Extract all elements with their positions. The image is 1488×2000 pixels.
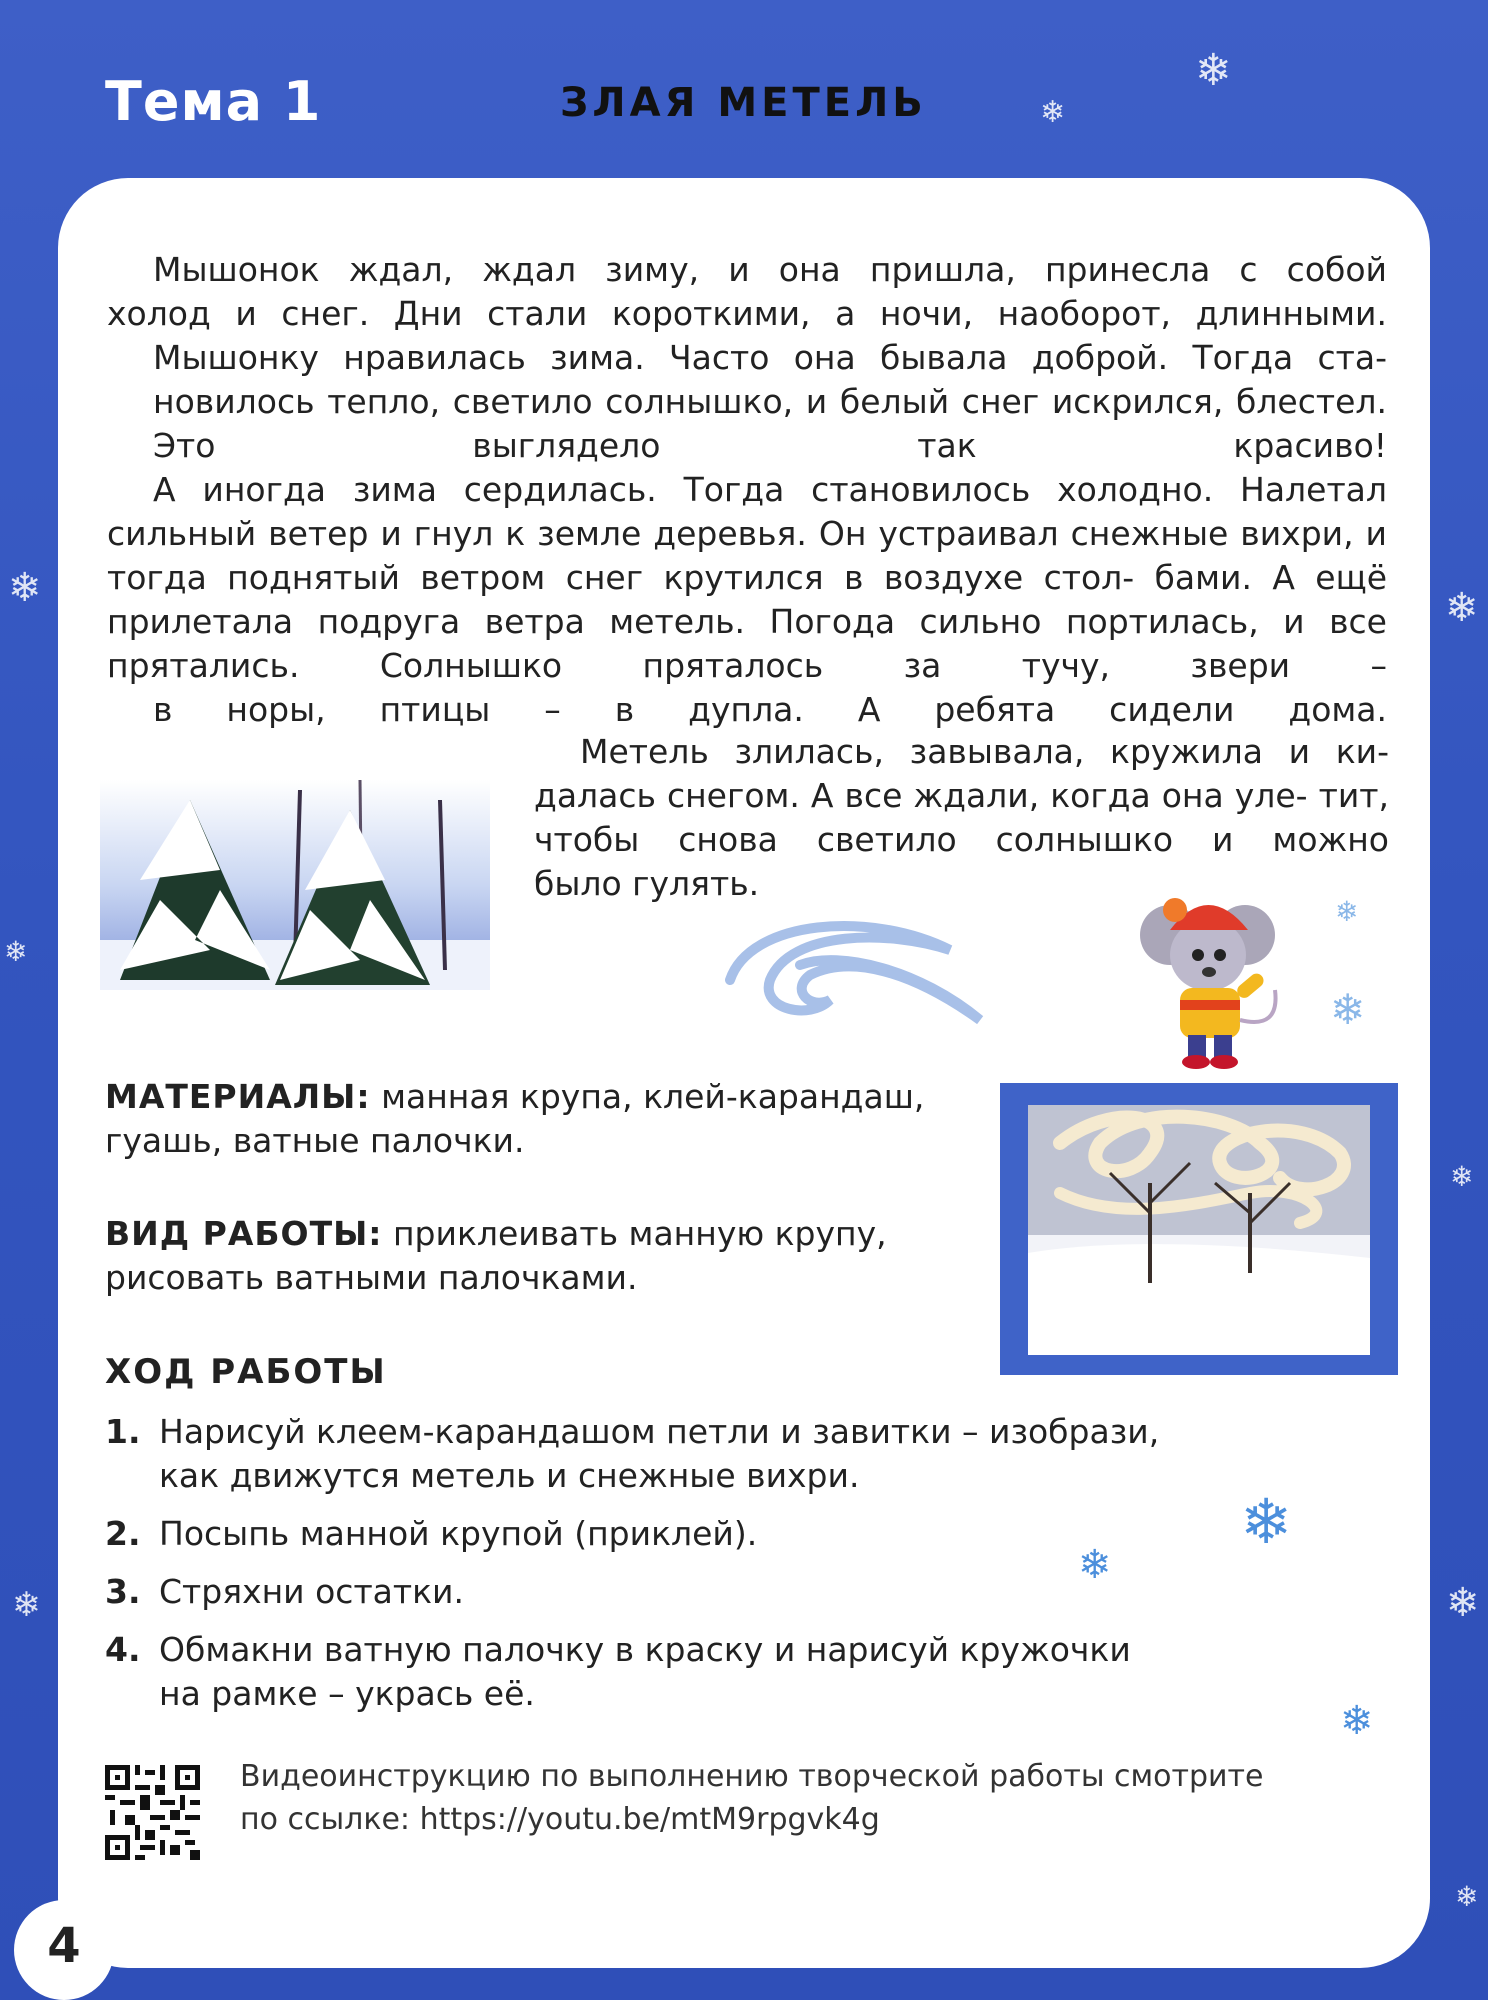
snowflake-icon: ❄ (8, 565, 42, 611)
procedure-step: 2. Посыпь манной крупой (приклей). (105, 1514, 758, 1553)
materials-label: МАТЕРИАЛЫ: (105, 1077, 371, 1116)
qr-code-icon[interactable] (105, 1765, 200, 1860)
craft-example-picture (1000, 1083, 1398, 1375)
video-instructions-note: Видеоинструкцию по выполнению творческой работы смотрите по ссылке: https://youtu.be/mtM9rpgvk4g (240, 1755, 1300, 1841)
procedure-step: 4. Обмакни ватную палочку в краску и нарисуй кружочки на рамке – укрась её. (105, 1630, 1131, 1713)
page-title: ЗЛАЯ МЕТЕЛЬ (560, 80, 927, 126)
snowflake-icon: ❄ (1240, 1485, 1292, 1558)
procedure-step: 1. Нарисуй клеем-карандашом петли и завитки – изобрази, как движутся метель и снежные вихри. (105, 1412, 1160, 1495)
snowflake-icon: ❄ (1445, 585, 1479, 631)
snowflake-icon: ❄ (1078, 1542, 1112, 1588)
story-text (107, 248, 1387, 732)
story-paragraph: А иногда зима сердилась. Тогда становилось холодно. Налетал сильный ветер и гнул к земле деревья. Он устраивал снежные вихри, и тогда поднятый ветром снег крутился в воздухе стол- бами. А ещё прилетала подруга ветра метель. Погода сильно портилась, и все прятались. Солнышко пряталось за тучу, звери – в норы, птицы – в дупла. А ребята сидели дома. (107, 470, 1387, 729)
video-link[interactable]: по ссылке: https://youtu.be/mtM9rpgvk4g (240, 1802, 880, 1837)
snowflake-icon: ❄ (1040, 95, 1066, 130)
snowflake-icon: ❄ (1455, 1880, 1479, 1913)
snowflake-icon: ❄ (1446, 1580, 1480, 1626)
wind-swirl-icon (710, 910, 1000, 1040)
procedure-heading: ХОД РАБОТЫ (105, 1352, 387, 1392)
story-paragraph: Мышонку нравилась зима. Часто она бывала доброй. Тогда ста- новилось тепло, светило солнышко, и белый снег искрился, блестел. Это выглядело так красиво! (153, 338, 1387, 465)
snowflake-icon: ❄ (12, 1585, 41, 1625)
snowflake-icon: ❄ (1330, 985, 1366, 1034)
work-type-block: ВИД РАБОТЫ: приклеивать манную крупу, рисовать ватными палочками. (105, 1214, 887, 1297)
page-number: 4 (14, 1900, 114, 2000)
snowflake-icon: ❄ (1340, 1698, 1374, 1744)
snowflake-icon: ❄ (4, 935, 28, 968)
snowflake-icon: ❄ (1335, 895, 1359, 928)
materials-block: МАТЕРИАЛЫ: манная крупа, клей-карандаш, гуашь, ватные палочки. (105, 1077, 925, 1160)
snowflake-icon: ❄ (1450, 1160, 1474, 1193)
mouse-character-picture (1130, 880, 1290, 1070)
work-type-label: ВИД РАБОТЫ: (105, 1214, 383, 1253)
story-paragraph-last: Метель злилась, завывала, кружила и ки- далась снегом. А все ждали, когда она уле- тит, чтобы снова светило солнышко и можно было гулять. (534, 732, 1389, 903)
story-paragraph: Мышонок ждал, ждал зиму, и она пришла, принесла с собой холод и снег. Дни стали короткими, а ночи, наоборот, длинными. (107, 250, 1387, 333)
procedure-step: 3. Стряхни остатки. (105, 1572, 464, 1611)
snowflake-icon: ❄ (1195, 45, 1232, 96)
theme-label: Тема 1 (105, 70, 322, 133)
winter-forest-picture (100, 780, 490, 990)
procedure-steps (105, 1410, 1285, 1730)
